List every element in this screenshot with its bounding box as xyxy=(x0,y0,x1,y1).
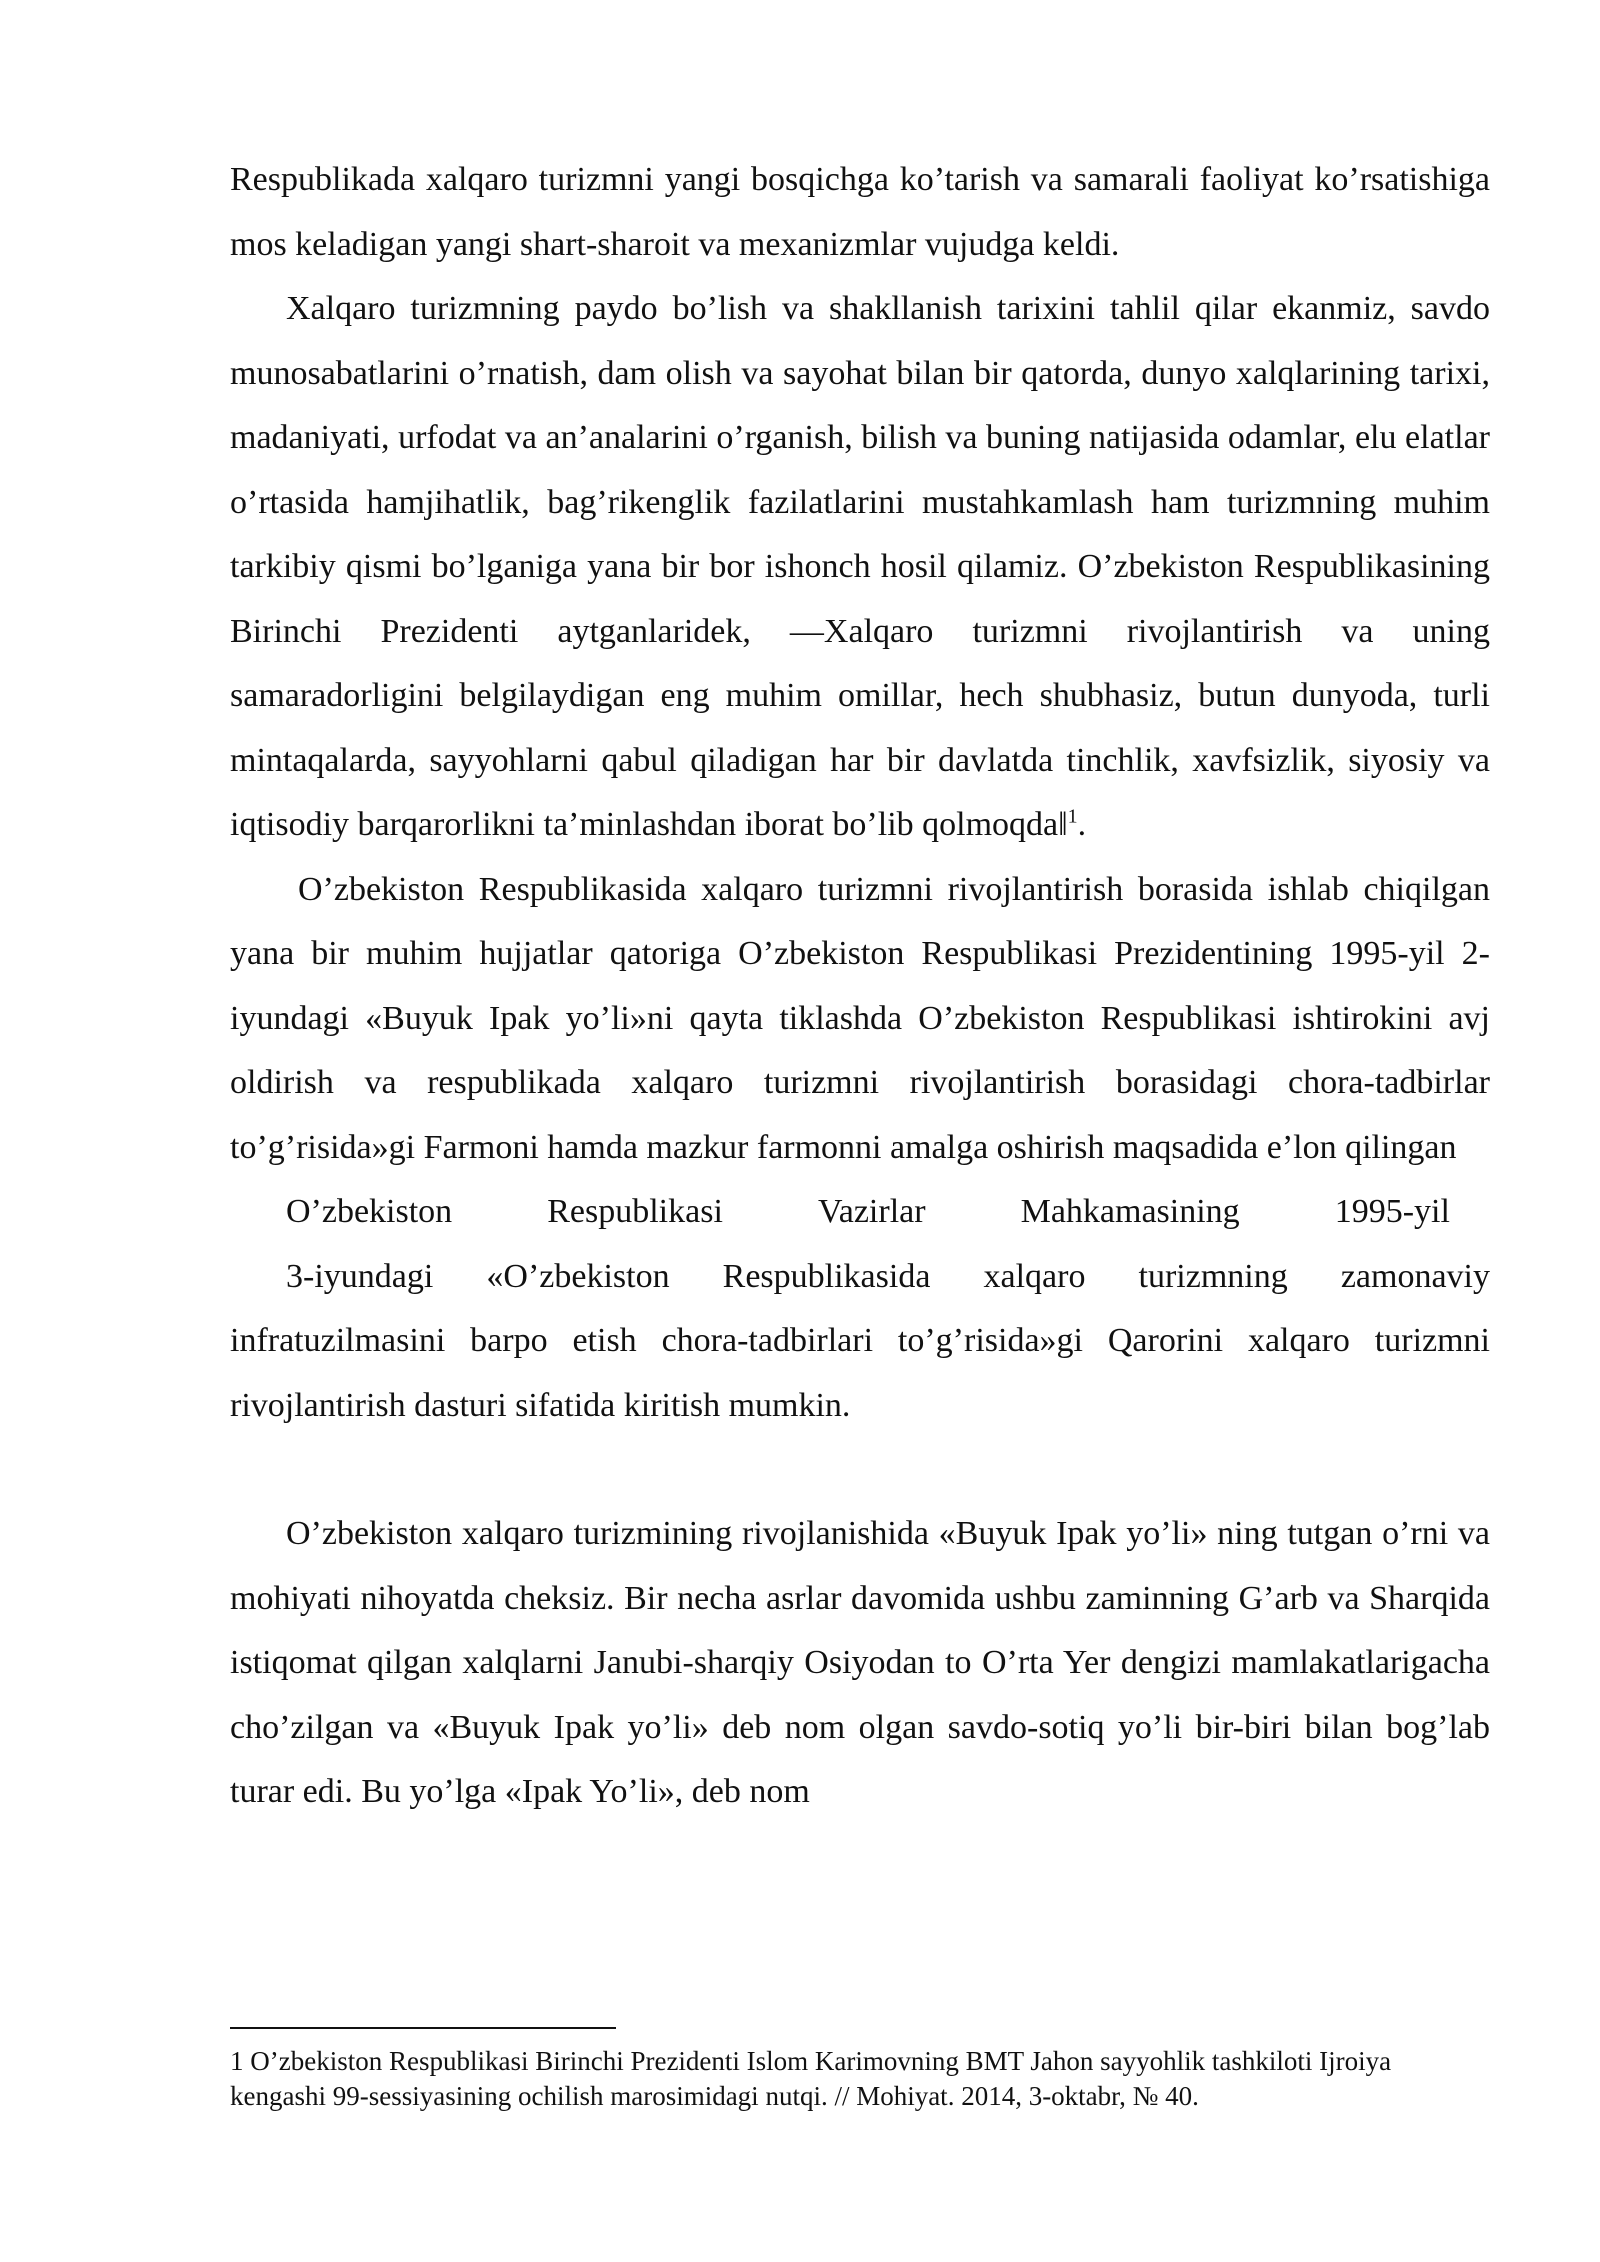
footnote-text: 1 O’zbekiston Respublikasi Birinchi Prezidenti Islom Karimovning BMT Jahon sayyohlik tashkiloti Ijroiya kengashi 99-sessiyasining ochilish marosimidagi nutqi. // Mohiyat. 2014, 3-oktabr, № 40. xyxy=(230,2046,1392,2111)
page-body xyxy=(230,148,1490,1825)
footnote-reference[interactable]: 1 xyxy=(1067,805,1078,828)
paragraph-3: O’zbekiston Respublikasida xalqaro turizmni rivojlantirish borasida ishlab chiqilgan yana bir muhim hujjatlar qatoriga O’zbekiston Respublikasi Prezidentining 1995-yil 2-iyundagi «Buyuk Ipak yo’li»ni qayta tiklashda O’zbekiston Respublikasi ishtirokini avj oldirish va respublikada xalqaro turizmni rivojlantirish borasidagi chora-tadbirlar to’g’risida»gi Farmoni hamda mazkur farmonni amalga oshirish maqsadida e’lon qilingan xyxy=(230,870,1490,1166)
paragraph-2 xyxy=(230,277,1490,858)
paragraph-1: Respublikada xalqaro turizmni yangi bosqichga ko’tarish va samarali faoliyat ko’rsatishiga mos keladigan yangi shart-sharoit va mexanizmlar vujudga keldi. xyxy=(230,161,1490,263)
word-mahkamasining: Mahkamasining xyxy=(1020,1193,1240,1230)
paragraph-4: 3-iyundagi «O’zbekiston Respublikasida xalqaro turizmning zamonaviy infratuzilmasini barpo etish chora-tadbirlari to’g’risida»gi Qarorini xalqaro turizmni rivojlantirish dasturi sifatida kiritish mumkin. xyxy=(230,1257,1490,1424)
word-respublikasi: Respublikasi xyxy=(547,1193,723,1230)
paragraph-5: O’zbekiston xalqaro turizmining rivojlanishida «Buyuk Ipak yo’li» ning tutgan o’rni va mohiyati nihoyatda cheksiz. Bir necha asrlar davomida ushbu zaminning G’arb va Sharqida istiqomat qilgan xalqlarni Janubi-sharqiy Osiyodan to O’rta Yer dengizi mamlakatlarigacha cho’zilgan va «Buyuk Ipak yo’li» deb nom olgan savdo-sotiq yo’li bir-biri bilan bog’lab turar edi. Bu yo’lga «Ipak Yo’li», deb nom xyxy=(230,1515,1490,1810)
word-ozbekiston: O’zbekiston xyxy=(286,1193,453,1230)
word-vazirlar: Vazirlar xyxy=(817,1193,926,1230)
footnote-separator xyxy=(230,2027,616,2029)
paragraph-2-text: Xalqaro turizmning paydo bo’lish va shakllanish tarixini tahlil qilar ekanmiz, savdo munosabatlarini o’rnatish, dam olish va sayohat bilan bir qatorda, dunyo xalqlarining tarixi, madaniyati, urfodat va an’analarini o’rganish, bilish va buning natijasida odamlar, elu elatlar o’rtasida hamjihatlik, bag’rikenglik fazilatlarini mustahkamlash ham turizmning muhim tarkibiy qismi bo’lganiga yana bir bor ishonch hosil qilamiz. O’zbekiston Respublikasining Birinchi Prezidenti aytganlaridek, ―Xalqaro turizmni rivojlantirish va uning samaradorligini belgilaydigan eng muhim omillar, hech shubhasiz, butun dunyoda, turli mintaqalarda, sayyohlarni qabul qiladigan har bir davlatda tinchlik, xavfsizlik, siyosiy va iqtisodiy barqarorlikni ta’minlashdan iborat bo’lib qolmoqda‖ xyxy=(230,290,1490,843)
paragraph-4-first-line xyxy=(230,1180,1490,1245)
blank-line xyxy=(230,1438,1490,1502)
word-1995-yil: 1995-yil xyxy=(1334,1193,1450,1230)
paragraph-2-tail: . xyxy=(1077,806,1087,843)
